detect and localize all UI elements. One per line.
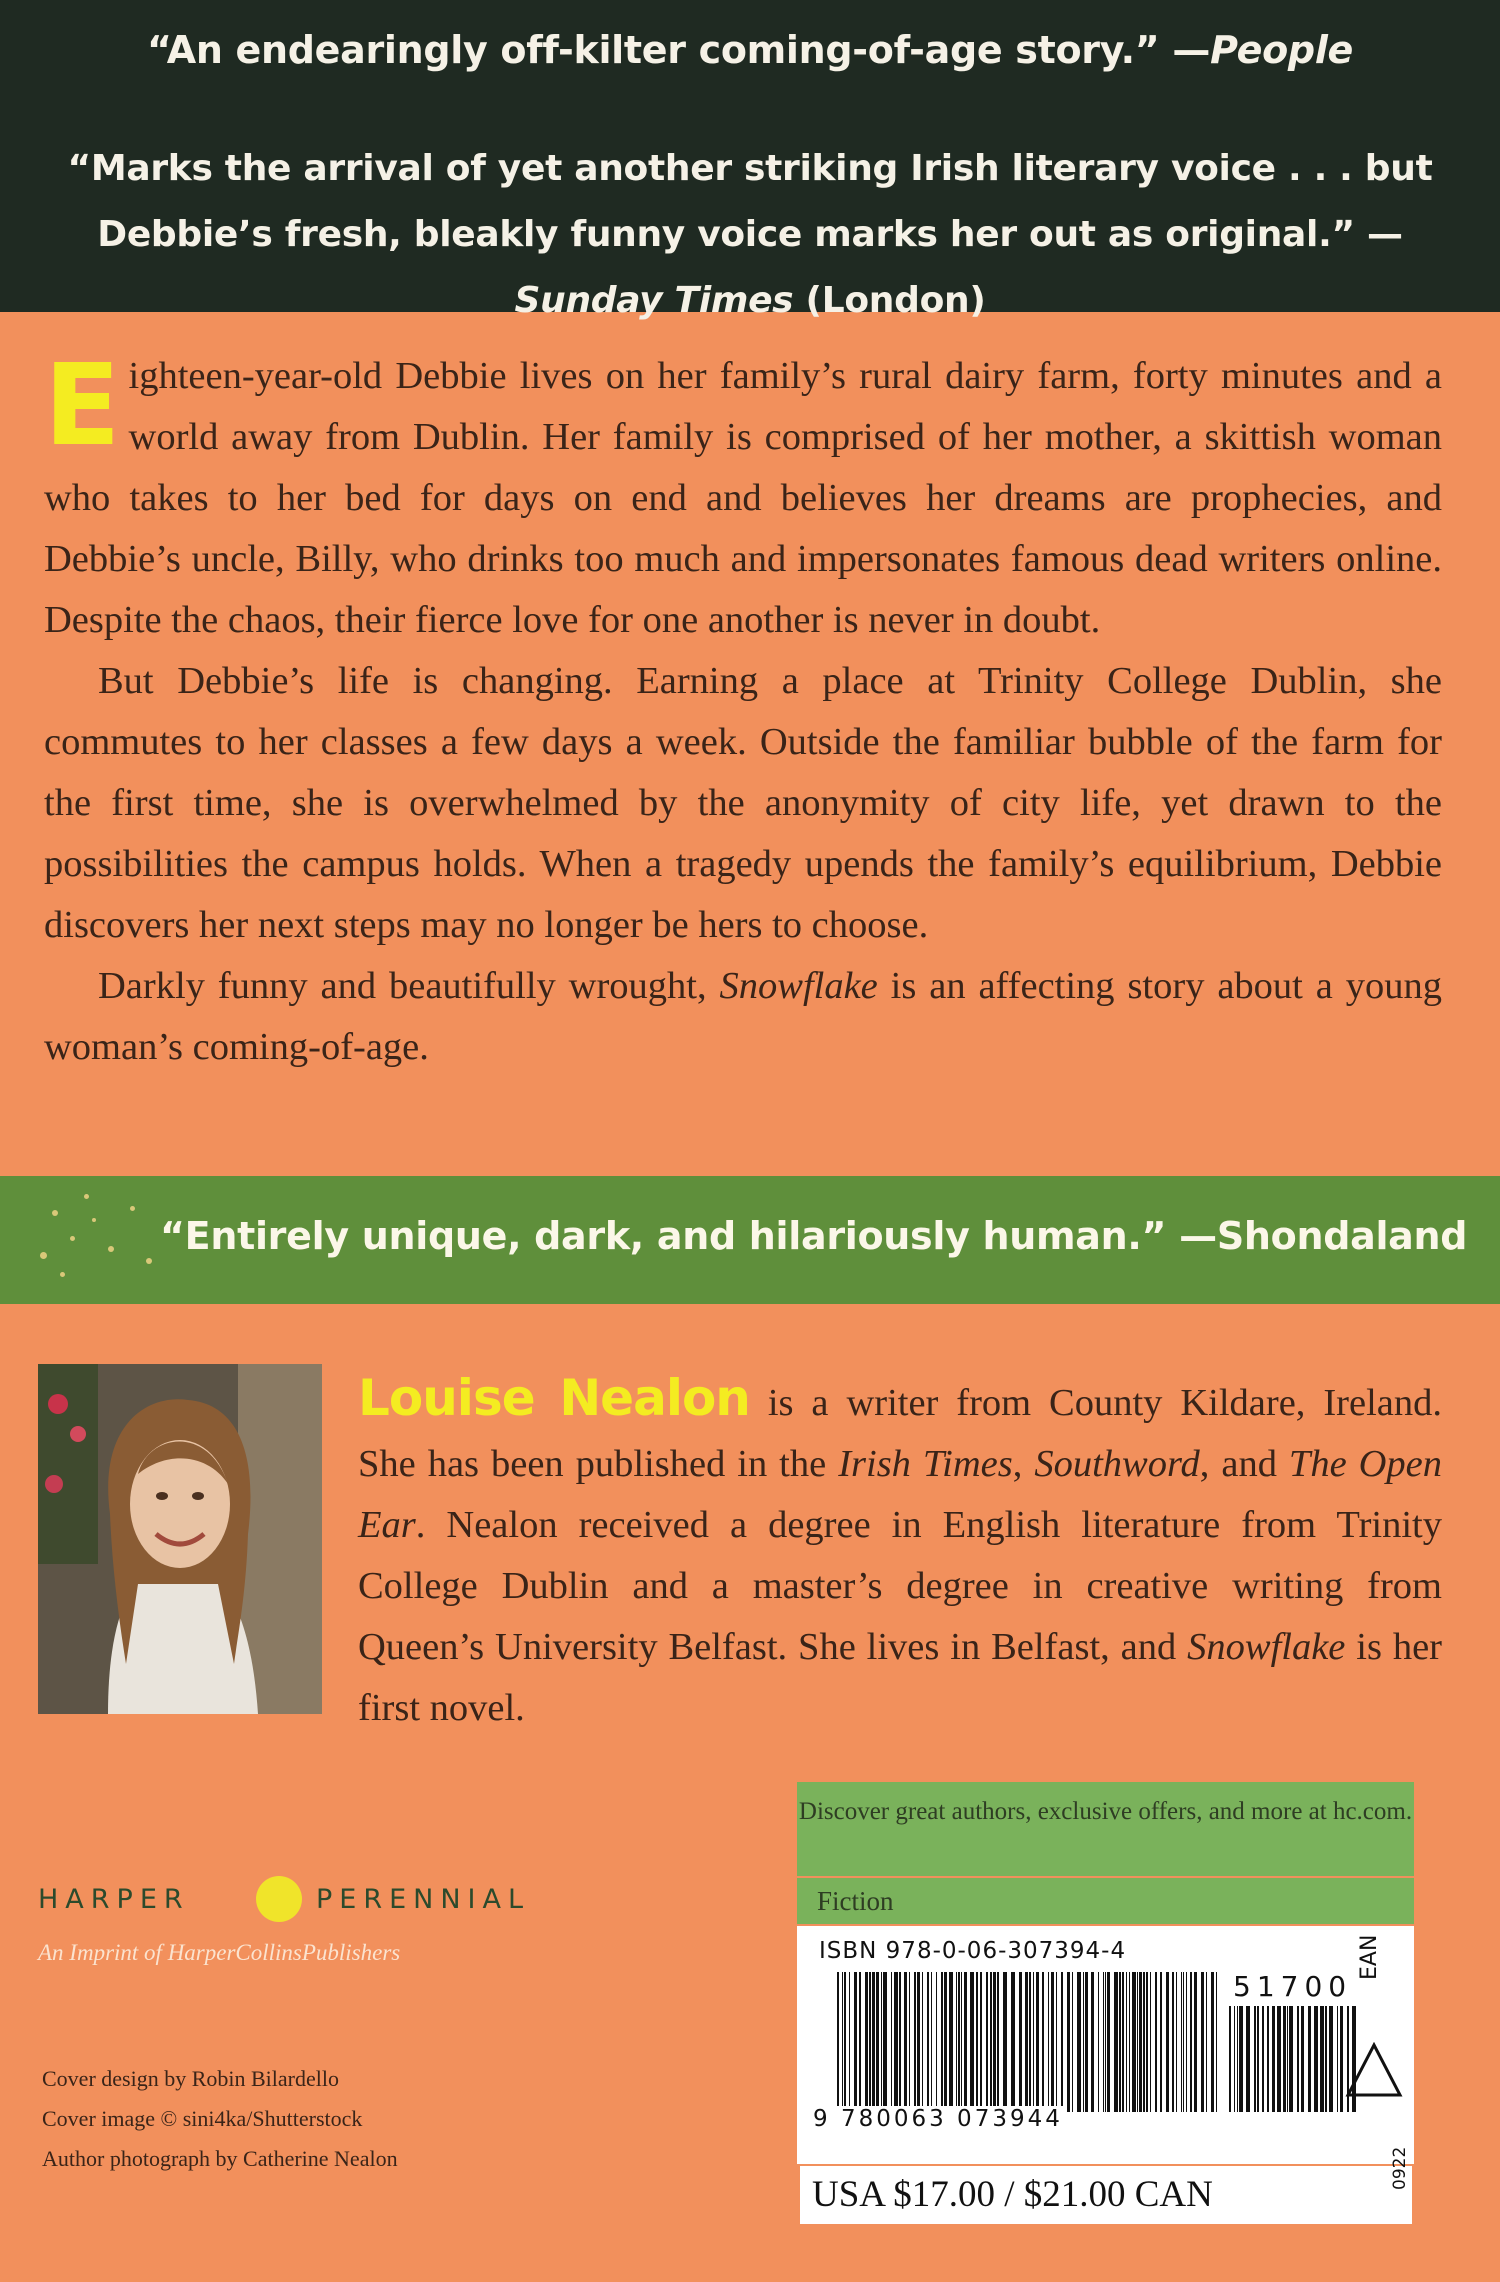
barcode-bar <box>1143 1972 1145 2112</box>
barcode-bar <box>1186 1972 1187 2112</box>
snowflake-speckle-icon <box>52 1210 58 1216</box>
barcode-bar <box>1206 1972 1207 2112</box>
barcode-bar <box>1277 2006 1281 2112</box>
publisher-logo <box>38 1876 638 1926</box>
barcode-bar <box>1098 1972 1099 2112</box>
barcode-bar <box>917 1972 920 2112</box>
triangle-icon <box>1345 2042 1403 2098</box>
barcode-bar <box>958 1972 960 2112</box>
snowflake-speckle-icon <box>84 1194 89 1199</box>
barcode-bar <box>1267 2006 1269 2112</box>
barcode-bar <box>1183 1972 1184 2112</box>
barcode-bar <box>1297 2006 1299 2112</box>
isbn-digits: 9 780063 073944 <box>813 2106 1063 2132</box>
review-quote-people: “An endearingly off-kilter coming-of-age story.” —People <box>146 28 1354 72</box>
isbn-label: ISBN 978-0-06-307394-4 <box>819 1938 1127 1964</box>
barcode-bar <box>1176 1972 1177 2112</box>
isbn-barcode <box>837 1972 1217 2112</box>
barcode-bar <box>869 1972 871 2112</box>
barcode-bar <box>1025 1972 1028 2112</box>
book-title: Snowflake <box>1187 1626 1346 1668</box>
author-name: Louise Nealon <box>358 1369 750 1427</box>
snowflake-speckle-icon <box>60 1272 65 1277</box>
barcode-bar <box>891 1972 892 2112</box>
barcode-bar <box>1085 1972 1088 2112</box>
synopsis-paragraph: Darkly funny and beautifully wrought, Snowflake is an affecting story about a young woman’s coming-of-age. <box>44 965 1443 1068</box>
barcode-bar <box>899 1972 901 2112</box>
book-title: Snowflake <box>719 965 878 1007</box>
barcode-bar <box>1287 2006 1288 2112</box>
barcode-bar <box>1320 2006 1324 2112</box>
barcode-bar <box>976 1972 978 2112</box>
synopsis-paragraph: Eighteen-year-old Debbie lives on her family’s rural dairy farm, forty minutes and a world away from Dublin. Her family is comprised of her mother, a skittish woman who takes to her bed for days on end and believes her dreams are prophecies, and Debbie’s uncle, Billy, who drinks too much and impersonates famous dead writers online. Despite the chaos, their fierce love for one another is never in doubt. <box>44 341 1442 641</box>
barcode-bar <box>1155 1972 1157 2112</box>
snowflake-speckle-icon <box>108 1246 114 1252</box>
sun-logo-icon <box>256 1876 302 1922</box>
barcode-bar <box>1301 2006 1304 2112</box>
barcode-bar <box>1160 1972 1162 2112</box>
barcode-bar <box>854 1972 857 2112</box>
barcode-bar <box>837 1972 839 2112</box>
barcode-bar <box>1239 2006 1243 2112</box>
barcode-bar <box>1246 2006 1250 2112</box>
barcode-bar <box>859 1972 861 2112</box>
barcode-bar <box>1272 2006 1275 2112</box>
barcode-bar <box>1234 2006 1235 2112</box>
barcode-bar <box>883 1972 887 2112</box>
barcode-bar <box>986 1972 988 2112</box>
barcode-bar <box>1072 1972 1073 2112</box>
barcode-bar <box>1051 1972 1054 2112</box>
barcode-bar <box>1119 1972 1121 2112</box>
author-portrait-image <box>38 1364 322 1714</box>
review-source: People <box>1210 28 1354 72</box>
barcode-bar <box>1337 2006 1338 2112</box>
barcode-bar <box>1122 1972 1124 2112</box>
barcode-bar <box>1029 1972 1031 2112</box>
barcode-bar <box>1103 1972 1104 2112</box>
barcode-bar <box>931 1972 932 2112</box>
barcode-bar <box>1114 1972 1118 2112</box>
barcode-box <box>797 1926 1414 2164</box>
author-bio: Louise Nealon is a writer from County Kildare, Ireland. She has been published in the Irish Times, Southword, and The Open Ear. Nealon received a degree in English literature from Trinity College Dublin and a master’s degree in creative writing from Queen’s University Belfast. She lives in Belfast, and Snowflake is her first novel. <box>358 1369 1443 1729</box>
barcode-bar <box>881 1972 882 2112</box>
barcode-bar <box>1137 1972 1138 2112</box>
barcode-bar <box>956 1972 957 2112</box>
review-quote-shondaland: “Entirely unique, dark, and hilariously human.” —Shondaland <box>160 1214 1468 1258</box>
barcode-bar <box>1340 2006 1343 2112</box>
barcode-bar <box>1011 1972 1015 2112</box>
barcode-bar <box>1126 1972 1127 2112</box>
barcode-bar <box>1146 1972 1148 2112</box>
cover-design-credit: Cover design by Robin Bilardello <box>42 2066 339 2091</box>
barcode-bar <box>1061 1972 1063 2112</box>
author-photo <box>38 1364 322 1714</box>
barcode-bar <box>949 1972 953 2112</box>
barcode-bar <box>1216 1972 1217 2112</box>
genre-label: Fiction <box>797 1878 1414 1924</box>
barcode-bar <box>936 1972 937 2112</box>
barcode-bar <box>865 1972 868 2112</box>
barcode-bar <box>980 1972 982 2112</box>
review-source: Sunday Times <box>514 280 794 321</box>
barcode-bar <box>1329 2006 1333 2112</box>
snowflake-speckle-icon <box>146 1258 152 1264</box>
barcode-bar <box>1229 2006 1231 2112</box>
barcode-bar <box>964 1972 967 2112</box>
snowflake-speckle-icon <box>92 1218 96 1222</box>
barcode-bar <box>1172 1972 1174 2112</box>
barcode-bar <box>1254 2006 1256 2112</box>
barcode-bar <box>941 1972 943 2112</box>
barcode-bar <box>1308 2006 1311 2112</box>
barcode-bar <box>1091 1972 1094 2112</box>
barcode-bar <box>872 1972 875 2112</box>
barcode-bar <box>1283 2006 1286 2112</box>
barcode-bar <box>922 1972 923 2112</box>
barcode-bar <box>904 1972 907 2112</box>
barcode-bar <box>1048 1972 1049 2112</box>
barcode-bar <box>1194 1972 1197 2112</box>
barcode-bar <box>1056 1972 1057 2112</box>
snowflake-speckle-icon <box>130 1206 135 1211</box>
barcode-bar <box>997 1972 999 2112</box>
publisher-name-left: HARPER <box>38 1884 190 1915</box>
ean-label: EAN <box>1357 1934 1382 1980</box>
barcode-bar <box>1036 1972 1039 2112</box>
barcode-bar <box>1257 2006 1259 2112</box>
price-code: 51700 <box>1233 1970 1353 2003</box>
barcode-bar <box>1289 2006 1293 2112</box>
barcode-bar <box>876 1972 879 2112</box>
barcode-bar <box>1150 1972 1151 2112</box>
barcode-bar <box>894 1972 898 2112</box>
barcode-bar <box>1129 1972 1130 2112</box>
barcode-bar <box>1181 1972 1182 2112</box>
barcode-bar <box>1132 1972 1136 2112</box>
barcode-bar <box>1003 1972 1007 2112</box>
barcode-bar <box>1107 1972 1110 2112</box>
barcode-bar <box>1105 1972 1106 2112</box>
price-barcode <box>1229 2006 1359 2112</box>
barcode-bar <box>1166 1972 1169 2112</box>
barcode-bar <box>990 1972 992 2112</box>
barcode-bar <box>1077 1972 1081 2112</box>
barcode-bar <box>993 1972 996 2112</box>
barcode-bar <box>961 1972 962 2112</box>
barcode-bar <box>1201 1972 1204 2112</box>
barcode-bar <box>1211 1972 1214 2112</box>
promo-box <box>797 1782 1414 1876</box>
synopsis <box>44 341 1443 1078</box>
barcode-bar <box>1083 1972 1084 2112</box>
barcode-bar <box>842 1972 843 2112</box>
barcode-bar <box>844 1972 846 2112</box>
barcode-bar <box>1019 1972 1022 2112</box>
barcode-bar <box>1033 1972 1034 2112</box>
barcode-bar <box>1190 1972 1192 2112</box>
barcode-bar <box>849 1972 850 2112</box>
review-quote-sunday-times: “Marks the arrival of yet another striking Irish literary voice . . . but Debbie’s fresh, bleakly funny voice marks her out as original.” —Sunday Times (London) <box>67 148 1433 321</box>
barcode-bar <box>927 1972 929 2112</box>
barcode-bar <box>1325 2006 1327 2112</box>
publisher-name-right: PERENNIAL <box>316 1884 531 1915</box>
barcode-bar <box>1262 2006 1264 2112</box>
barcode-bar <box>944 1972 947 2112</box>
barcode-bar <box>1067 1972 1070 2112</box>
cover-image-credit: Cover image © sini4ka/Shutterstock <box>42 2106 363 2131</box>
snowflake-speckle-icon <box>40 1252 47 1259</box>
barcode-bar <box>1042 1972 1044 2112</box>
barcode-bar <box>1139 1972 1142 2112</box>
author-photo-credit: Author photograph by Catherine Nealon <box>42 2146 398 2171</box>
barcode-bar <box>914 1972 916 2112</box>
print-code: 0922 <box>1390 2146 1410 2190</box>
imprint-line: An Imprint of HarperCollinsPublishers <box>38 1940 401 1965</box>
snowflake-speckle-icon <box>70 1236 75 1241</box>
barcode-bar <box>909 1972 910 2112</box>
price-label: USA $17.00 / $21.00 CAN <box>800 2166 1412 2224</box>
promo-text: Discover great authors, exclusive offers, and more at hc.com. <box>798 1798 1413 1825</box>
barcode-bar <box>970 1972 974 2112</box>
synopsis-paragraph: But Debbie’s life is changing. Earning a place at Trinity College Dublin, she commutes to her classes a few days a week. Outside the familiar bubble of the farm for the first time, she is overwhelmed by the anonymity of city life, yet drawn to the possibilities the campus holds. When a tragedy upends the family’s equilibrium, Debbie discovers her next steps may no longer be hers to choose. <box>44 660 1442 946</box>
barcode-bar <box>1314 2006 1318 2112</box>
barcode-bar <box>1237 2006 1238 2112</box>
drop-cap: E <box>44 341 121 471</box>
